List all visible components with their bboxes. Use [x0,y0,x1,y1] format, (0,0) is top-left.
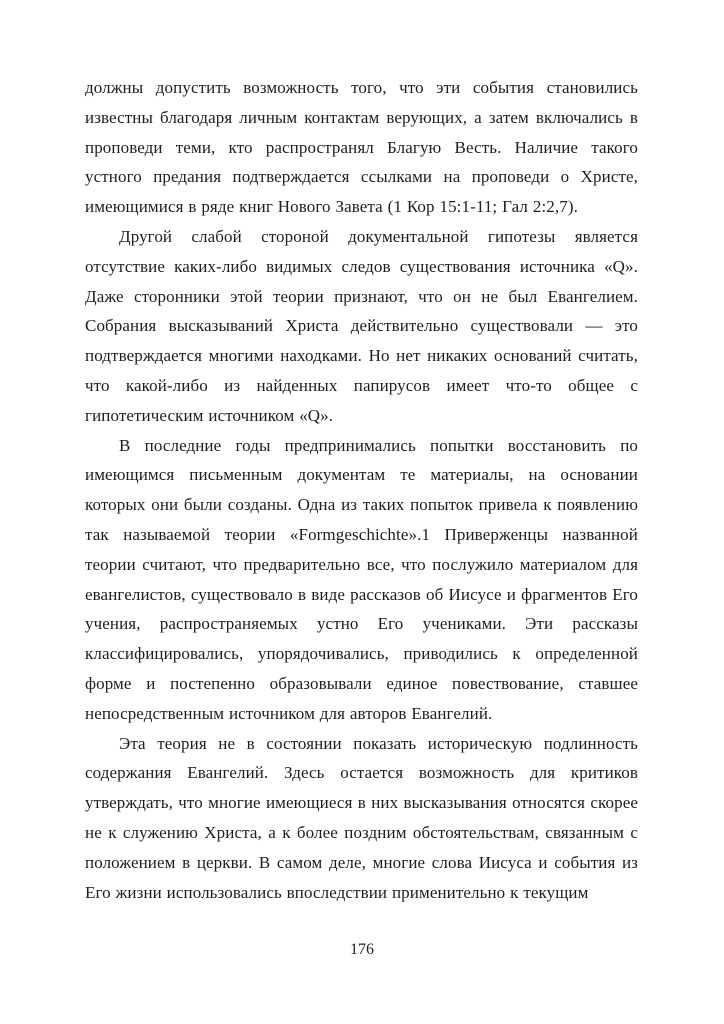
paragraph-3: В последние годы предпринимались попытки восстановить по имеющимся письменным документам те материалы, на основании которых они были созданы. Одна из таких попыток привела к появлению так называемой теории «Formgeschichte».1 Приверженцы названной теории считают, что предварительно все, что послужило материалом для евангелистов, существовало в виде рассказов об Иисусе и фрагментов Его учения, распространяемых устно Его учениками. Эти рассказы классифицировались, упорядочивались, приводились к определенной форме и постепенно образовывали единое повествование, ставшее непосредственным источником для авторов Евангелий. [85,435,638,723]
paragraph-4: Эта теория не в состоянии показать историческую подлинность содержания Евангелий. Здесь остается возможность для критиков утверждать, что многие имеющиеся в них высказывания относятся скорее не к служению Христа, а к более поздним обстоятельствам, связанным с положением в церкви. В самом деле, многие слова Иисуса и события из Его жизни использовались впоследствии применительно к текущим [85,733,638,902]
paragraph-1: должны допустить возможность того, что эти события становились известны благодаря личным контактам верующих, а затем включались в проповеди теми, кто распространял Благую Весть. Наличие такого устного предания подтверждается ссылками на проповеди о Христе, имеющимися в ряде книг Нового Завета (1 Кор 15:1-11; Гал 2:2,7). [85,78,638,217]
page-number: 176 [350,941,374,958]
paragraph-2: Другой слабой стороной документальной гипотезы является отсутствие каких-либо видимых следов существования источника «Q». Даже сторонники этой теории признают, что он не был Евангелием. Собрания высказываний Христа действительно существовали — это подтверждается многими находками. Но нет никаких оснований считать, что какой-либо из найденных папирусов имеет что-то общее с гипотетическим источником «Q». [85,226,638,425]
body-text [85,73,638,907]
